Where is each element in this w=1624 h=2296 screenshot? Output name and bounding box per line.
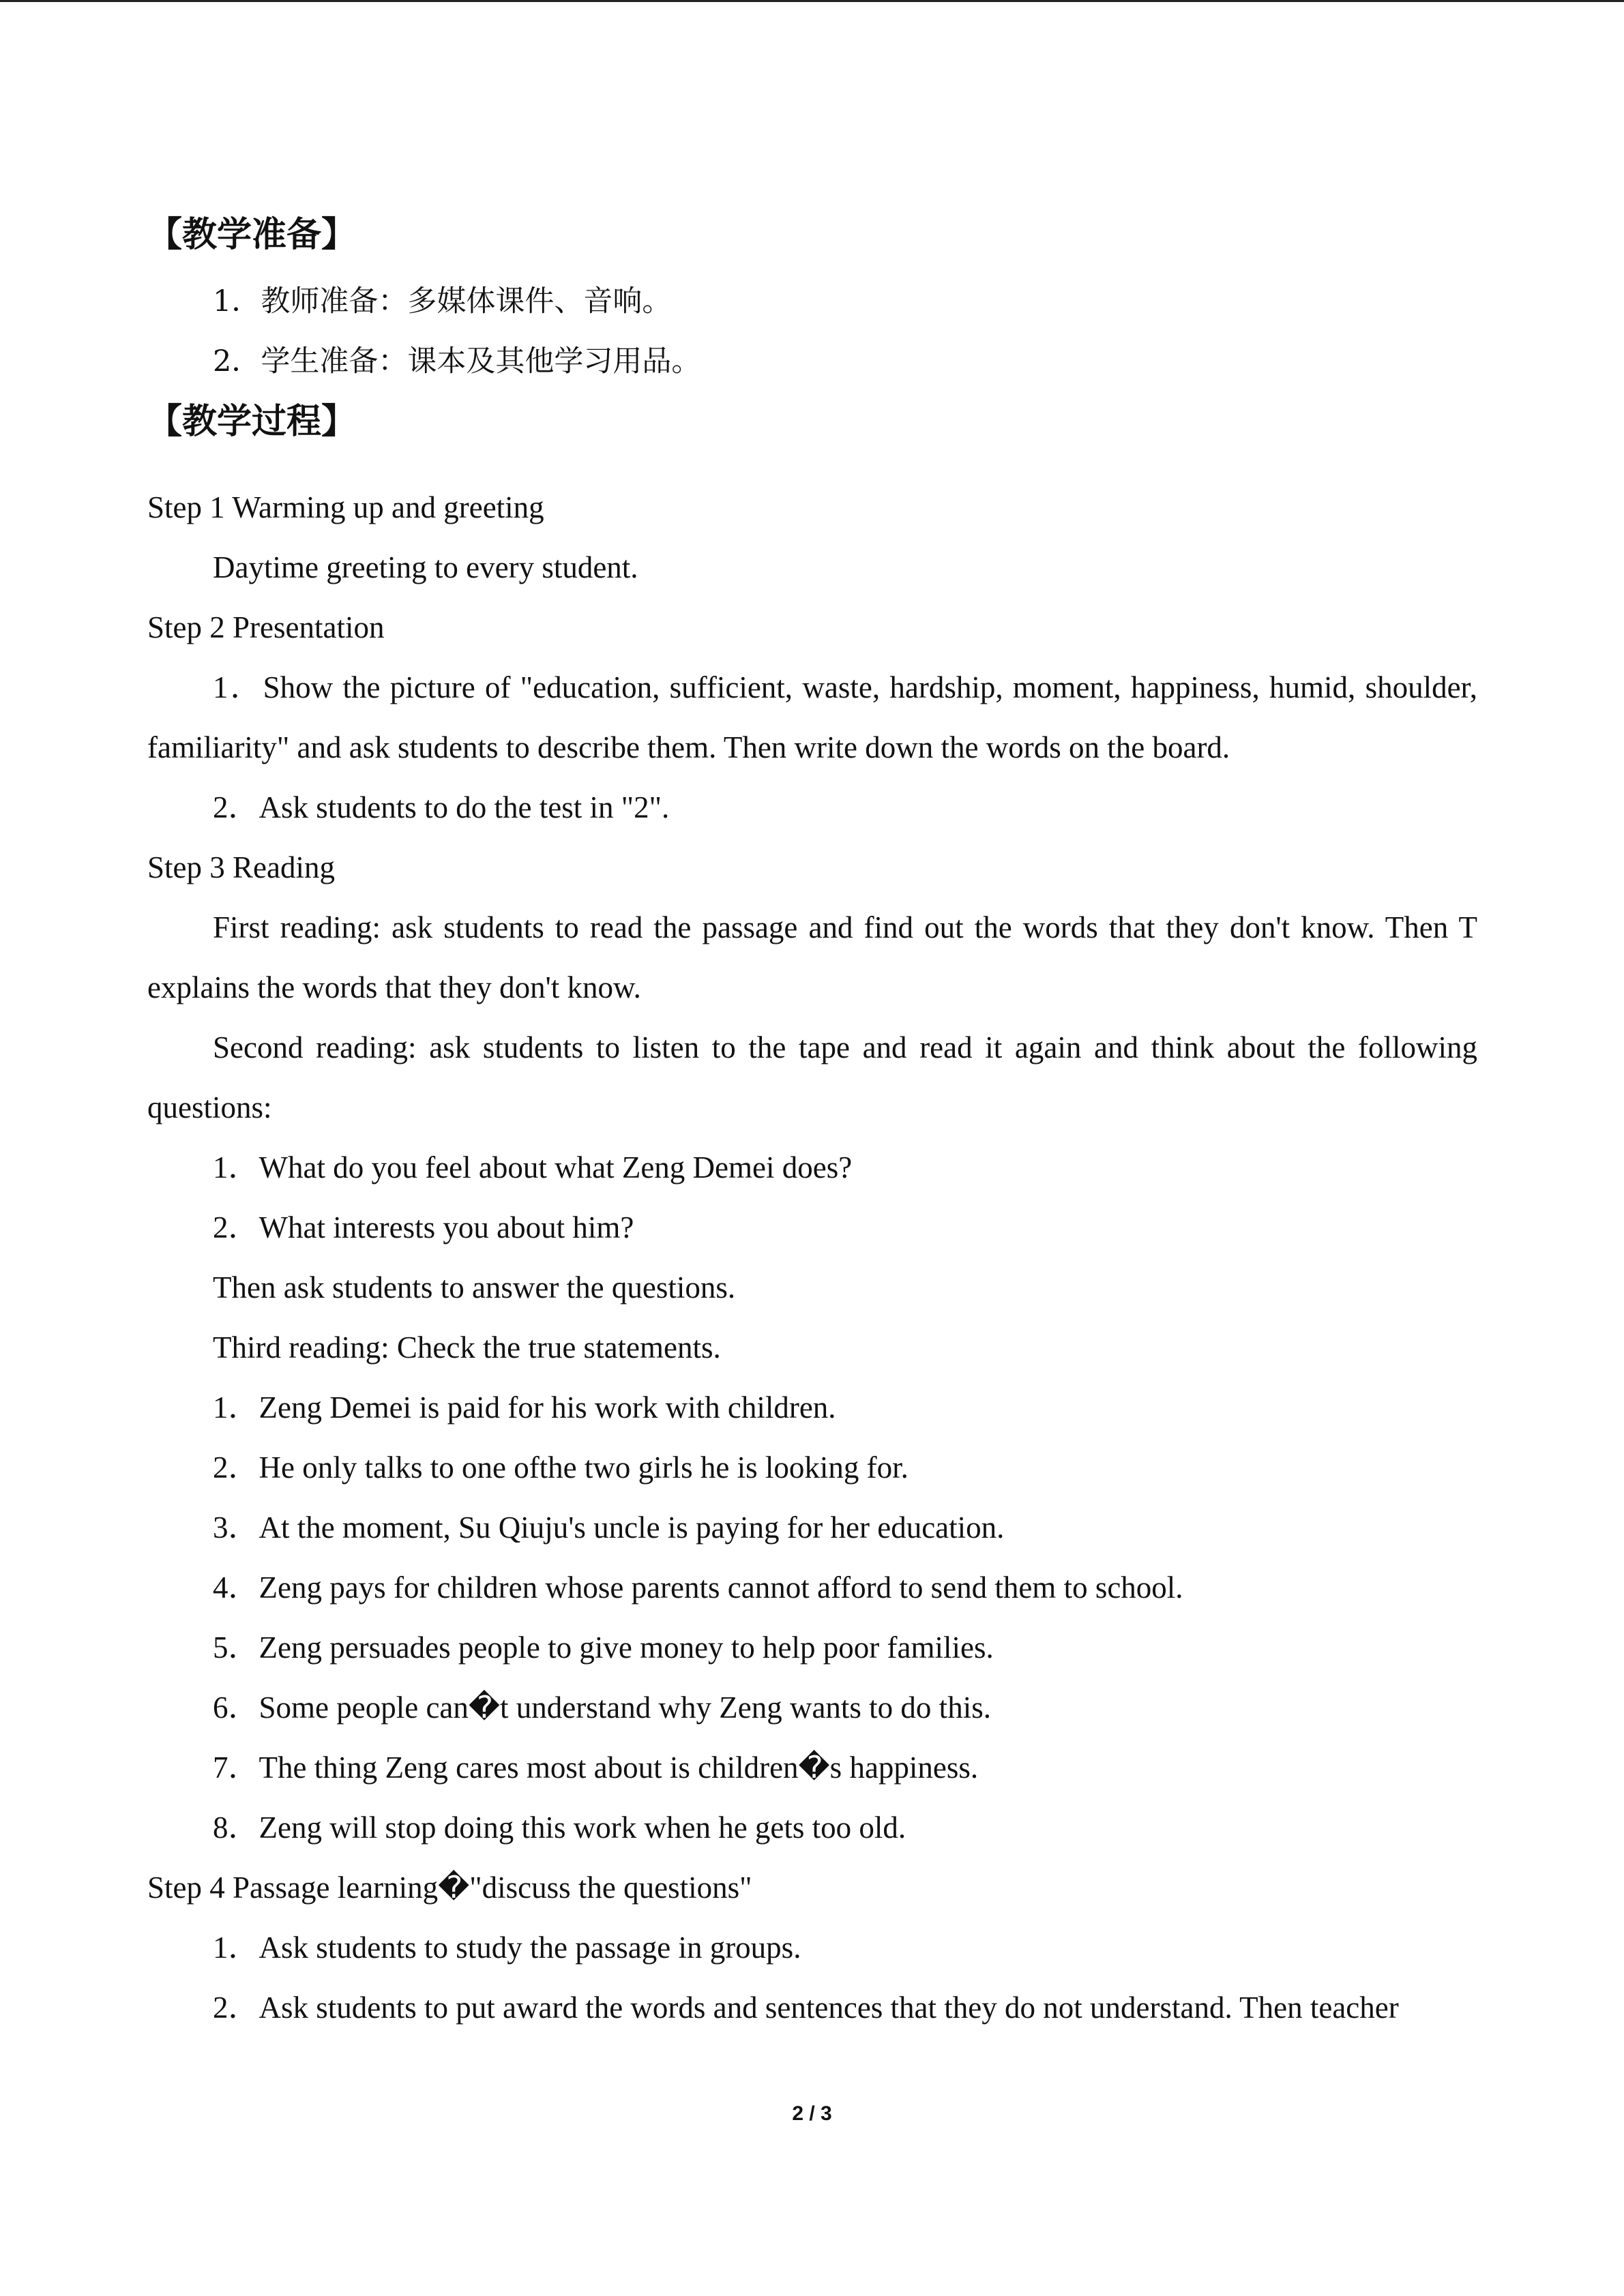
statement-7: 7．The thing Zeng cares most about is children�s happiness. <box>213 1750 979 1785</box>
statement-3: 3．At the moment, Su Qiuju's uncle is paying for her education. <box>213 1510 1005 1545</box>
statement-6: 6．Some people can�t understand why Zeng wants to do this. <box>213 1690 991 1725</box>
teaching-process-heading: 【教学过程】 <box>147 402 357 442</box>
preparation-item-student: 2．学生准备：课本及其他学习用品。 <box>213 344 701 378</box>
statement-1: 1．Zeng Demei is paid for his work with children. <box>213 1390 836 1425</box>
statement-4: 4．Zeng pays for children whose parents cannot afford to send them to school. <box>213 1570 1183 1605</box>
top-border-line <box>0 0 1624 2</box>
step4-title: Step 4 Passage learning�"discuss the questions" <box>147 1870 752 1905</box>
statement-2: 2．He only talks to one ofthe two girls he is looking for. <box>213 1450 909 1485</box>
step1-title: Step 1 Warming up and greeting <box>147 490 544 524</box>
step2-item-2: 2．Ask students to do the test in "2". <box>213 790 670 824</box>
document-page <box>147 205 1477 2038</box>
answer-instruction: Then ask students to answer the questions. <box>213 1270 736 1304</box>
step2-item-1: 1．Show the picture of "education, sufficient, waste, hardship, moment, happiness, humid, shoulder, familiarity" and ask students to describe them. Then write down the words on the board. <box>147 670 1477 764</box>
statement-8: 8．Zeng will stop doing this work when he gets too old. <box>213 1810 906 1845</box>
step3-title: Step 3 Reading <box>147 850 335 884</box>
first-reading-text: First reading: ask students to read the passage and find out the words that they don't know. Then T explains the words that they don't know. <box>147 910 1477 1004</box>
statement-5: 5．Zeng persuades people to give money to help poor families. <box>213 1630 994 1665</box>
second-reading-text: Second reading: ask students to listen to the tape and read it again and think about the following questions: <box>147 1030 1477 1124</box>
question-1: 1．What do you feel about what Zeng Demei does? <box>213 1150 853 1184</box>
third-reading-text: Third reading: Check the true statements. <box>213 1330 721 1365</box>
step4-item-2: 2．Ask students to put award the words and sentences that they do not understand. Then teacher <box>213 1991 1399 2025</box>
teaching-preparation-heading: 【教学准备】 <box>147 215 357 255</box>
preparation-item-teacher: 1．教师准备：多媒体课件、音响。 <box>213 284 672 318</box>
step4-item-1: 1．Ask students to study the passage in groups. <box>213 1930 801 1965</box>
step1-text: Daytime greeting to every student. <box>213 550 638 584</box>
question-2: 2．What interests you about him? <box>213 1210 634 1244</box>
step2-title: Step 2 Presentation <box>147 610 385 644</box>
page-number: 2 / 3 <box>792 2102 832 2125</box>
